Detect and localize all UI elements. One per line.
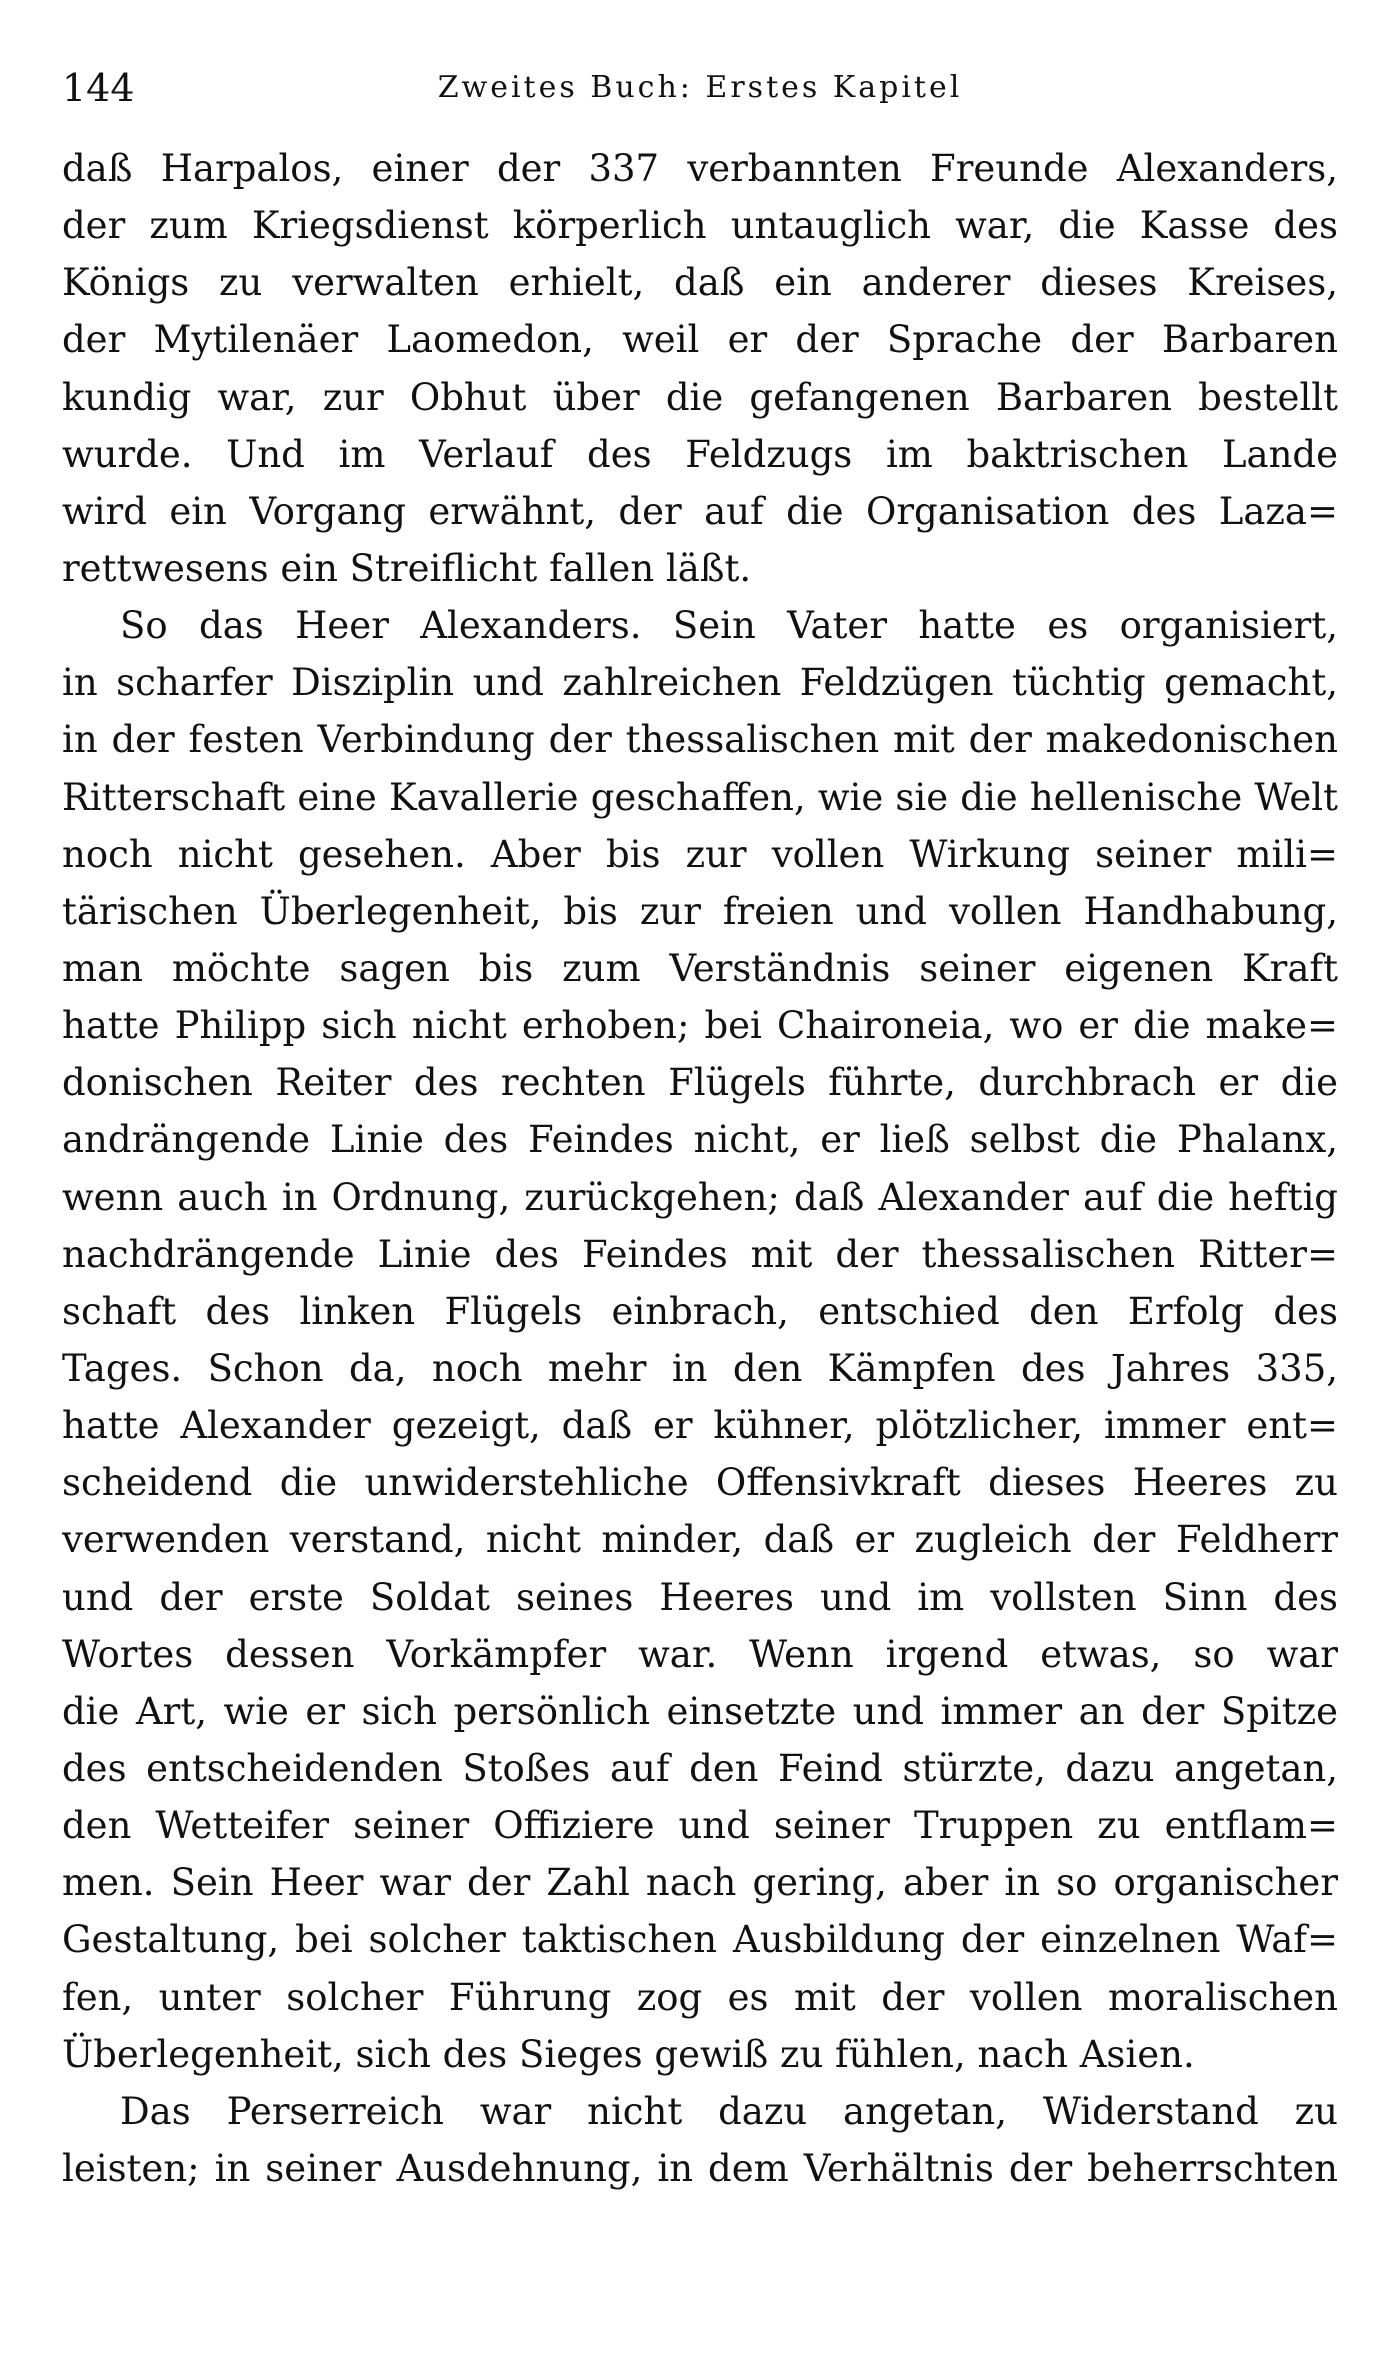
body-text [62, 140, 1338, 2197]
text-line: der Mytilenäer Laomedon, weil er der Sprache der Barbaren [62, 318, 1338, 362]
text-line: Gestaltung, bei solcher taktischen Ausbildung der einzelnen Waf= [62, 1918, 1338, 1962]
text-line: verwenden verstand, nicht minder, daß er zugleich der Feldherr [62, 1518, 1338, 1562]
text-line: leisten; in seiner Ausdehnung, in dem Verhältnis der beherrschten [62, 2146, 1338, 2190]
text-line: Wortes dessen Vorkämpfer war. Wenn irgend etwas, so war [62, 1632, 1338, 1676]
text-line: scheidend die unwiderstehliche Offensivkraft dieses Heeres zu [62, 1461, 1338, 1505]
text-line: und der erste Soldat seines Heeres und im vollsten Sinn des [62, 1575, 1338, 1619]
text-line: Ritterschaft eine Kavallerie geschaffen, wie sie die hellenische Welt [62, 775, 1338, 819]
text-line: rettwesens ein Streiflicht fallen läßt. [62, 546, 752, 590]
text-line: noch nicht gesehen. Aber bis zur vollen Wirkung seiner mili= [62, 832, 1338, 876]
text-line: in der festen Verbindung der thessalischen mit der makedonischen [62, 718, 1338, 762]
text-line: wird ein Vorgang erwähnt, der auf die Organisation des Laza= [62, 489, 1338, 533]
text-line: des entscheidenden Stoßes auf den Feind stürzte, dazu angetan, [62, 1746, 1338, 1790]
page-header [62, 58, 1338, 118]
paragraph-start-line: Das Perserreich war nicht dazu angetan, Widerstand zu [120, 2089, 1338, 2133]
text-line: die Art, wie er sich persönlich einsetzte und immer an der Spitze [62, 1689, 1338, 1733]
text-line: hatte Philipp sich nicht erhoben; bei Chaironeia, wo er die make= [62, 1004, 1338, 1048]
text-line: fen, unter solcher Führung zog es mit der vollen moralischen [62, 1975, 1338, 2019]
text-line: kundig war, zur Obhut über die gefangenen Barbaren bestellt [62, 375, 1338, 419]
running-head: Zweites Buch: Erstes Kapitel [437, 70, 963, 105]
text-line: hatte Alexander gezeigt, daß er kühner, plötzlicher, immer ent= [62, 1404, 1338, 1448]
text-line: schaft des linken Flügels einbrach, entschied den Erfolg des [62, 1289, 1338, 1333]
text-line: der zum Kriegsdienst körperlich untauglich war, die Kasse des [62, 204, 1338, 248]
text-line: tärischen Überlegenheit, bis zur freien und vollen Handhabung, [62, 889, 1338, 933]
text-line: andrängende Linie des Feindes nicht, er ließ selbst die Phalanx, [62, 1118, 1338, 1162]
text-line: wenn auch in Ordnung, zurückgehen; daß Alexander auf die heftig [62, 1175, 1338, 1219]
paragraph-start-line: So das Heer Alexanders. Sein Vater hatte es organisiert, [120, 604, 1338, 648]
text-line: Königs zu verwalten erhielt, daß ein anderer dieses Kreises, [62, 261, 1338, 305]
text-line: Tages. Schon da, noch mehr in den Kämpfen des Jahres 335, [62, 1346, 1338, 1390]
text-line: daß Harpalos, einer der 337 verbannten Freunde Alexanders, [62, 147, 1338, 190]
text-line: den Wetteifer seiner Offiziere und seiner Truppen zu entflam= [62, 1804, 1338, 1848]
text-line: men. Sein Heer war der Zahl nach gering, aber in so organischer [62, 1861, 1338, 1905]
text-line: Überlegenheit, sich des Sieges gewiß zu fühlen, nach Asien. [62, 2032, 1195, 2076]
page-number: 144 [62, 66, 135, 110]
text-line: man möchte sagen bis zum Verständnis seiner eigenen Kraft [62, 946, 1338, 990]
text-line: in scharfer Disziplin und zahlreichen Feldzügen tüchtig gemacht, [62, 661, 1338, 705]
text-line: donischen Reiter des rechten Flügels führte, durchbrach er die [62, 1061, 1338, 1105]
text-line: wurde. Und im Verlauf des Feldzugs im baktrischen Lande [62, 432, 1338, 476]
text-line: nachdrängende Linie des Feindes mit der thessalischen Ritter= [62, 1232, 1338, 1276]
